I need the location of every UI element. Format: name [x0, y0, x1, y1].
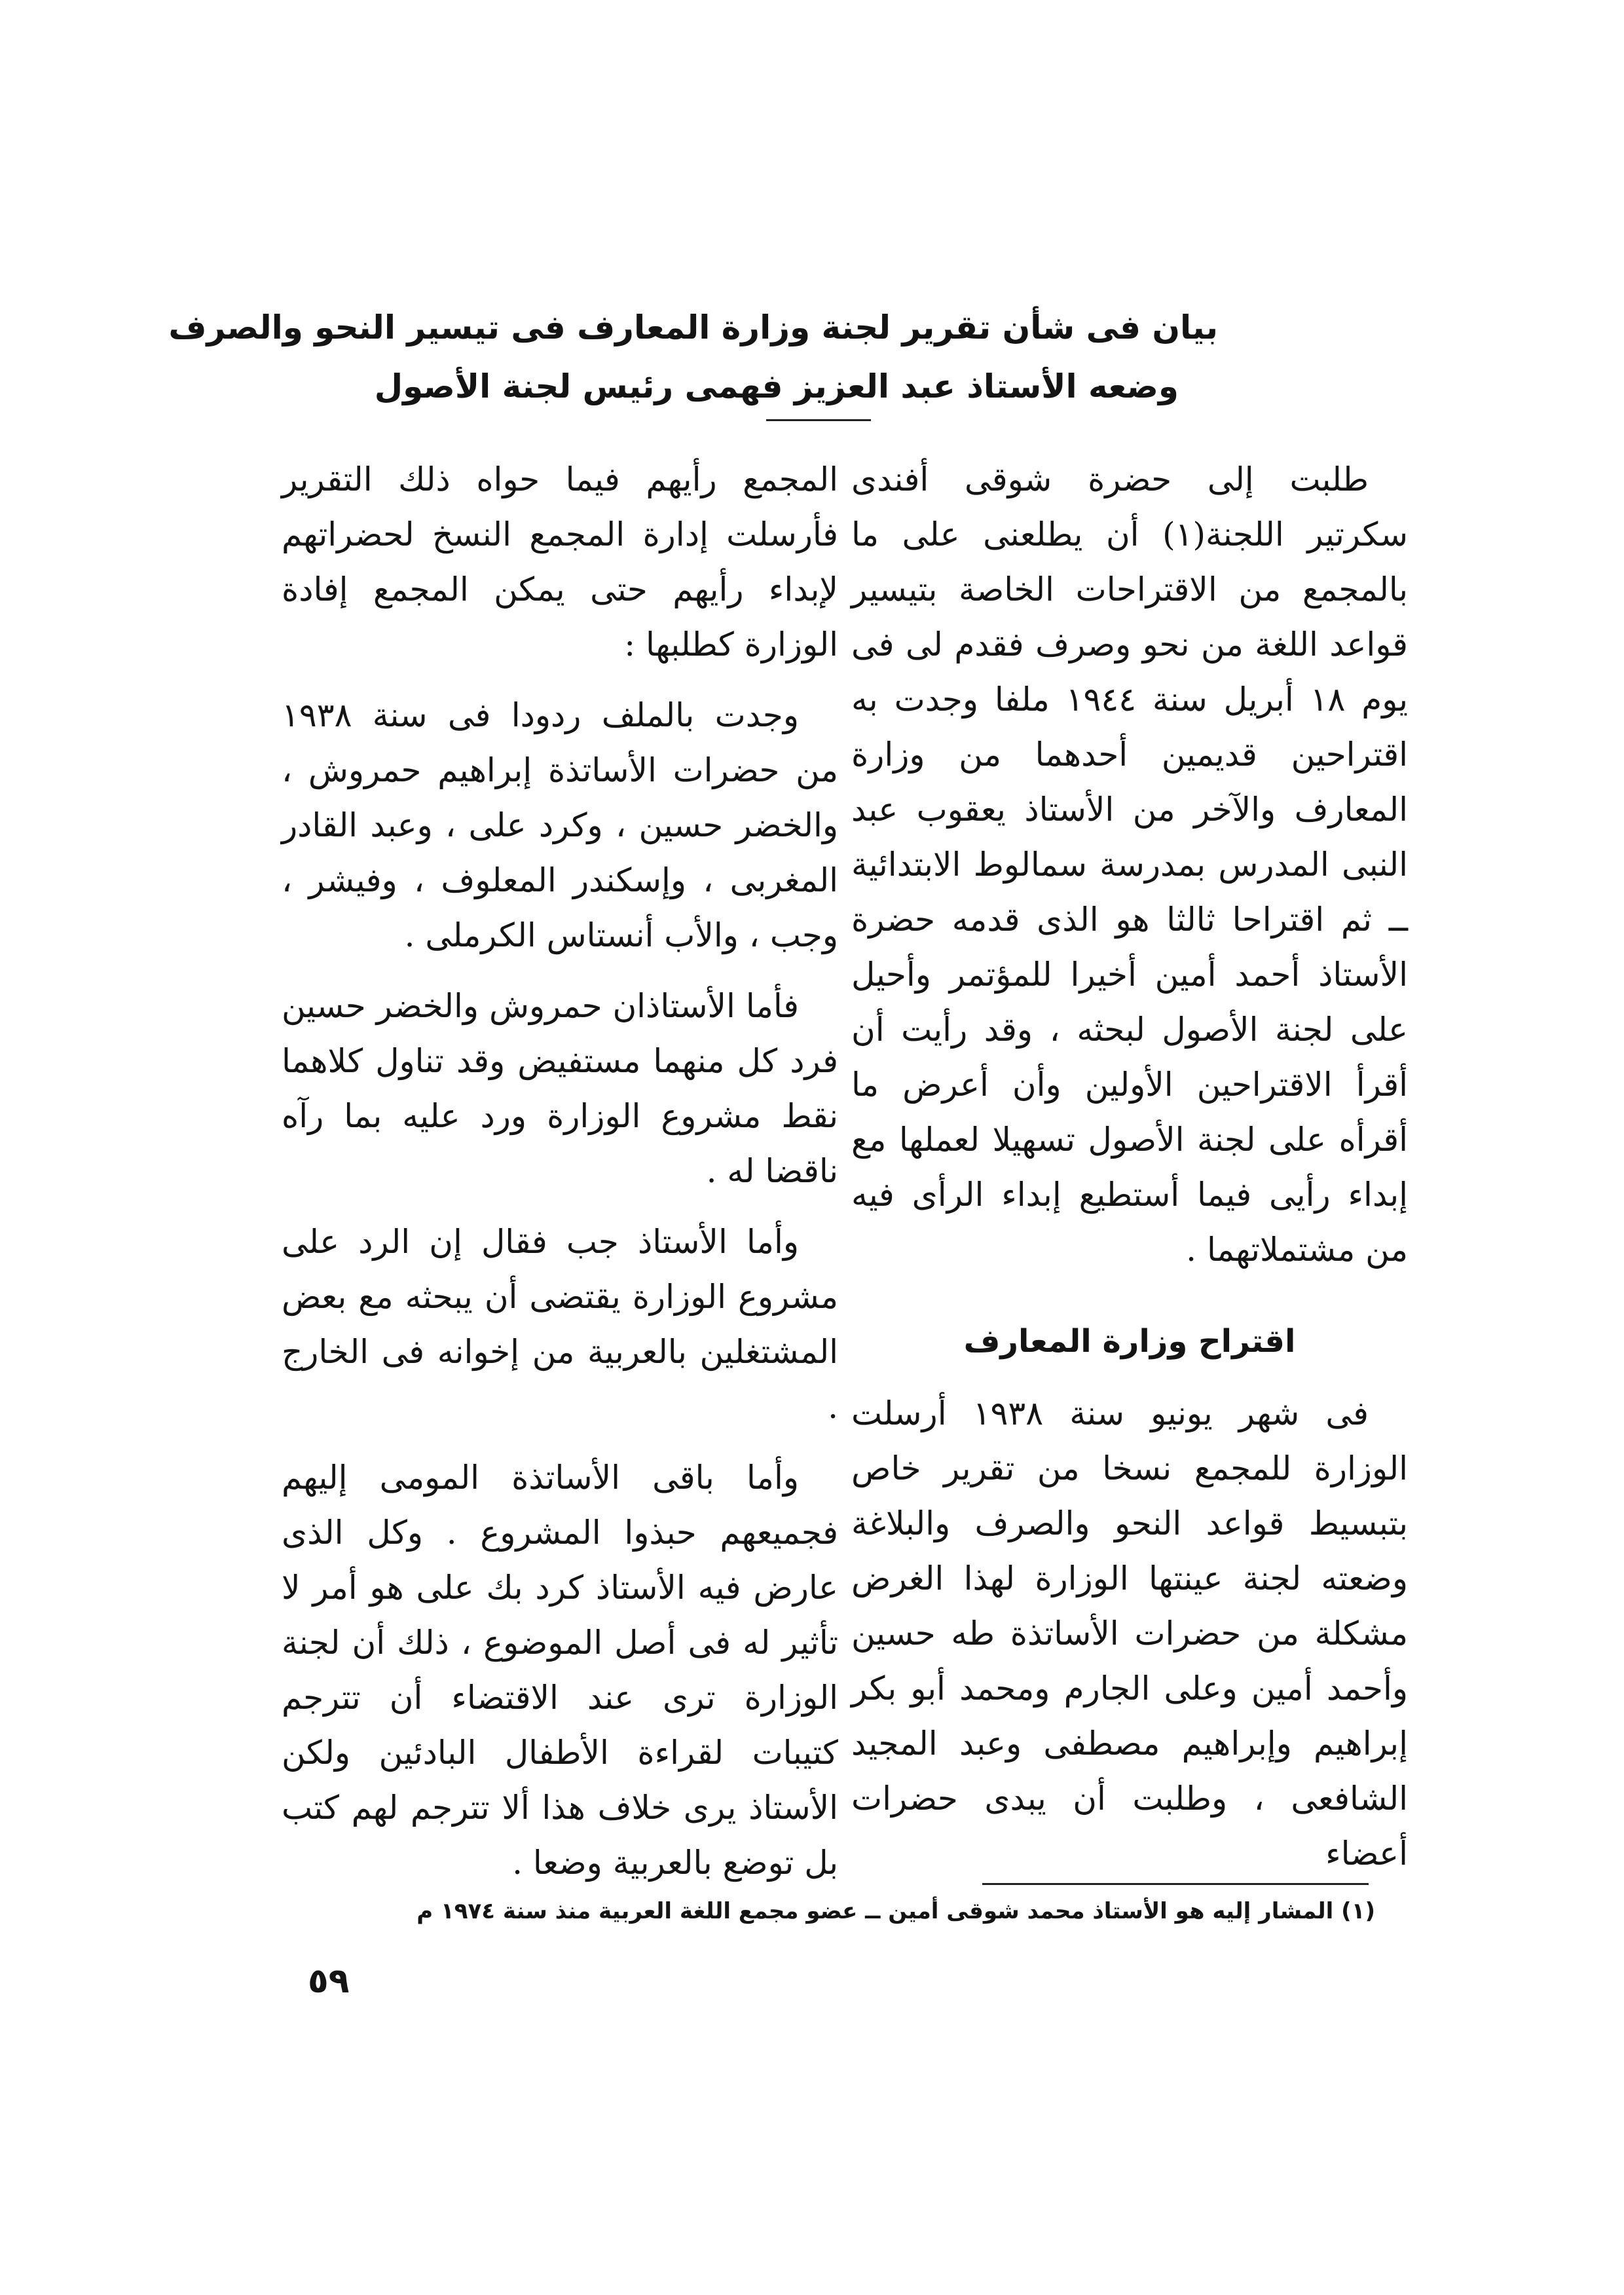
page-number: ٥٩ [308, 1962, 350, 2001]
right-column [851, 452, 1408, 1897]
title-block [168, 298, 1218, 416]
left-column [282, 452, 838, 1906]
page-subtitle: وضعه الأستاذ عبد العزيز فهمى رئيس لجنة الأصول [374, 367, 1179, 405]
paragraph: المجمع رأيهم فيما حواه ذلك التقرير فأرسلت إدارة المجمع النسخ لحضراتهم لإبداء رأيهم حتى يمكن المجمع إفادة الوزارة كطلبها : [282, 460, 838, 663]
footnote: (١) المشار إليه هو الأستاذ محمد شوقى أمين ــ عضو مجمع اللغة العربية منذ سنة ١٩٧٤ م [416, 1898, 1375, 1924]
paragraph: وأما الأستاذ جب فقال إن الرد على مشروع الوزارة يقتضى أن يبحثه مع بعض المشتغلين بالعربية من إخوانه فى الخارج . [282, 1223, 838, 1426]
paragraph: فى شهر يونيو سنة ١٩٣٨ أرسلت الوزارة للمجمع نسخا من تقرير خاص بتبسيط قواعد النحو والصرف والبلاغة وضعته لجنة عينتها الوزارة لهذا الغرض مشكلة من حضرات الأساتذة طه حسين وأحمد أمين وعلى الجارم ومحمد أبو بكر إبراهيم وإبراهيم مصطفى وعبد المجيد الشافعى ، وطلبت أن يبدى حضرات أعضاء [851, 1394, 1408, 1873]
page-title: بيان فى شأن تقرير لجنة وزارة المعارف فى تيسير النحو والصرف [168, 308, 1218, 346]
paragraph: فأما الأستاذان حمروش والخضر حسين فرد كل منهما مستفيض وقد تناول كلاهما نقط مشروع الوزارة ورد عليه بما رآه ناقضا له . [282, 987, 838, 1190]
paragraph: طلبت إلى حضرة شوقى أفندى سكرتير اللجنة(١) أن يطلعنى على ما بالمجمع من الاقتراحات الخاصة بتيسير قواعد اللغة من نحو وصرف فقدم لى فى يوم ١٨ أبريل سنة ١٩٤٤ ملفا وجدت به اقتراحين قديمين أحدهما من وزارة المعارف والآخر من الأستاذ يعقوب عبد النبى المدرس بمدرسة سمالوط الابتدائية ــ ثم اقتراحا ثالثا هو الذى قدمه حضرة الأستاذ أحمد أمين أخيرا للمؤتمر وأحيل على لجنة الأصول لبحثه ، وقد رأيت أن أقرأ الاقتراحين الأولين وأن أعرض ما أقرأه على لجنة الأصول تسهيلا لعملها مع إبداء رأيى فيما أستطيع إبداء الرأى فيه من مشتملاتهما . [851, 460, 1409, 1269]
title-divider [766, 419, 871, 421]
footnote-divider [982, 1883, 1369, 1885]
paragraph: وأما باقى الأساتذة المومى إليهم فجميعهم حبذوا المشروع . وكل الذى عارض فيه الأستاذ كرد بك على هو أمر لا تأثير له فى أصل الموضوع ، ذلك أن لجنة الوزارة ترى عند الاقتضاء أن تترجم كتيبات لقراءة الأطفال البادئين ولكن الأستاذ يرى خلاف هذا ألا تترجم لهم كتب بل توضع بالعربية وضعا . [282, 1459, 838, 1882]
section-heading: اقتراح وزارة المعارف [963, 1323, 1296, 1360]
paragraph: وجدت بالملف ردودا فى سنة ١٩٣٨ من حضرات الأساتذة إبراهيم حمروش ، والخضر حسين ، وكرد على ، وعبد القادر المغربى ، وإسكندر المعلوف ، وفيشر ، وجب ، والأب أنستاس الكرملى . [282, 696, 838, 954]
